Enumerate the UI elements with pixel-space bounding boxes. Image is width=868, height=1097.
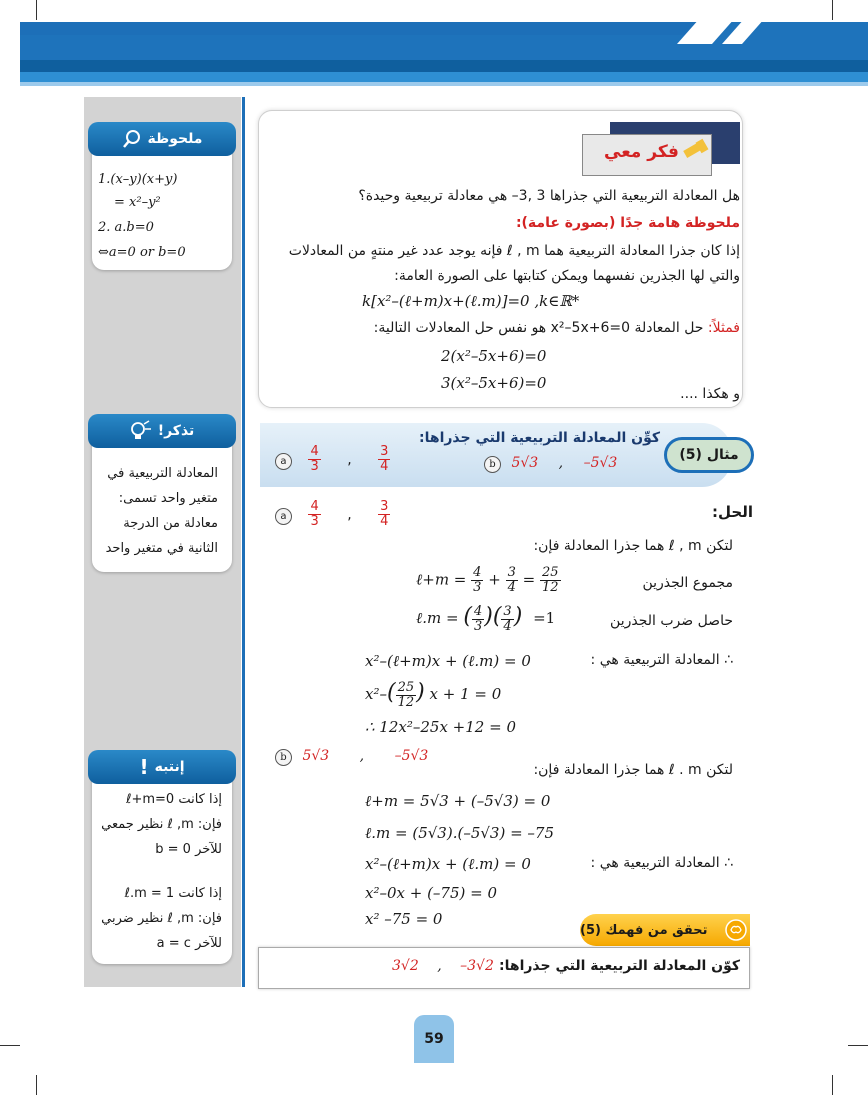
think-eq: 2(x²–5x+6)=0	[441, 347, 547, 365]
root-value: 5√3	[511, 455, 539, 471]
solution-heading: الحل:	[712, 503, 753, 521]
quad-label: ∴ المعادلة التربيعية هي :	[590, 652, 733, 668]
crop-mark	[832, 0, 833, 20]
b-quad-equation: x²–(ℓ+m)x + (ℓ.m) = 0	[365, 855, 531, 873]
final-equation: ∴ 12x²–25x +12 = 0	[365, 718, 516, 736]
note-line: 2. a.b=0	[98, 220, 154, 235]
note-box	[92, 132, 232, 270]
exclamation-icon: !	[139, 755, 149, 779]
attention-line: إذا كانت ℓ.m = 1	[124, 886, 222, 901]
remember-line: متغير واحد تسمى:	[118, 491, 218, 506]
example-a-roots: a $\frac{4}{3}$ , $\frac{3}{4}$	[275, 445, 390, 474]
sum-label: مجموع الجذرين	[642, 575, 733, 591]
remember-title: تذكر!	[157, 423, 195, 439]
magnifier-icon	[122, 129, 142, 149]
remember-header	[88, 414, 236, 448]
example-prompt: كوِّن المعادلة التربيعية التي جذراها:	[419, 430, 660, 446]
option-b-marker: b	[275, 749, 292, 766]
fraction: $\frac{3}{4}$	[380, 499, 389, 529]
note-header	[88, 122, 236, 156]
think-example-label: فمثلاً:	[707, 320, 740, 336]
check-roots: 3√2 , –3√2	[392, 958, 494, 974]
root-value: 3√2	[392, 958, 419, 974]
option-a-marker: a	[275, 508, 292, 525]
attention-box	[92, 755, 232, 964]
think-question: هل المعادلة التربيعية التي جذراها 3 ,3– هي معادلة تربيعية وحيدة؟	[358, 188, 740, 204]
page-header-banner	[0, 0, 868, 95]
b-product-equation: ℓ.m = (5√3).(–5√3) = –75	[365, 824, 555, 842]
root-value: –3√2	[460, 958, 494, 974]
example-b-roots: b 5√3 , –5√3	[484, 455, 617, 473]
attention-line: فإن: ℓ ,m نظير جمعي	[101, 817, 222, 832]
example-badge	[664, 437, 754, 473]
remember-line: الثانية في متغير واحد	[105, 541, 218, 556]
think-important-label: ملحوظة هامة جدًا (بصورة عامة):	[515, 215, 740, 231]
note-line: 1.(x–y)(x+y)	[98, 172, 178, 187]
quad-equation: x²–(ℓ+m)x + (ℓ.m) = 0	[365, 652, 531, 670]
think-eq: 3(x²–5x+6)=0	[441, 374, 547, 392]
think-general-form: k[x²–(ℓ+m)x+(ℓ.m)]=0 ,k∈ℝ*	[362, 292, 580, 310]
think-line: إذا كان جذرا المعادلة التربيعية هما ℓ , m فإنه يوجد عدد غير منتهٍ من المعادلات	[288, 243, 740, 259]
flashlight-icon	[680, 136, 710, 164]
crop-mark	[36, 0, 37, 20]
solution-a-roots: a $\frac{4}{3}$ , $\frac{3}{4}$	[275, 500, 390, 529]
fraction: $\frac{4}{3}$	[473, 603, 483, 634]
solution-b-let: لتكن ℓ . m هما جذرا المعادلة فإن:	[533, 762, 733, 778]
sum-equation: ℓ+m = $\frac{4}{3}$ + $\frac{3}{4}$ = $\frac{25}{12}$	[416, 565, 559, 595]
root-value: –5√3	[583, 455, 618, 471]
b-sum-equation: ℓ+m = 5√3 + (–5√3) = 0	[365, 792, 551, 810]
remember-line: المعادلة التربيعية في	[107, 466, 218, 481]
note-line: ⇔a=0 or b=0	[98, 245, 186, 260]
page-number: 59	[424, 1031, 444, 1047]
option-a-marker: a	[275, 453, 292, 470]
attention-line: للآخر a = c	[156, 936, 222, 951]
attention-line: فإن: ℓ ,m نظير ضربي	[101, 911, 222, 926]
think-banner	[582, 122, 740, 176]
substituted-equation: x²–( $\frac{25}{12}$ ) x + 1 = 0	[365, 679, 502, 710]
crop-mark	[832, 1075, 833, 1095]
page-number-tab	[414, 1015, 454, 1063]
check-title: تحقق من فهمك (5)	[580, 922, 708, 938]
check-prompt: كوّن المعادلة التربيعية التي جذراها:	[499, 958, 740, 974]
root-value: –5√3	[394, 748, 429, 764]
fraction: $\frac{4}{3}$	[310, 444, 319, 474]
note-title: ملحوظة	[147, 131, 203, 147]
option-b-marker: b	[484, 456, 501, 473]
fraction: $\frac{3}{4}$	[503, 603, 512, 634]
crop-mark	[36, 1075, 37, 1095]
fraction: $\frac{4}{3}$	[310, 499, 319, 529]
solution-b-roots: b 5√3 , –5√3	[275, 748, 428, 766]
think-etc: و هكذا ....	[680, 386, 740, 402]
example-label: مثال (5)	[679, 447, 739, 463]
think-line: والتي لها الجذرين نفسهما ويمكن كتابتها على الصورة العامة:	[394, 268, 740, 284]
crop-mark	[848, 1045, 868, 1046]
remember-box	[92, 424, 232, 572]
attention-header	[88, 750, 236, 784]
fraction: $\frac{25}{12}$	[541, 565, 559, 595]
lightbulb-icon	[130, 420, 152, 442]
think-example-text: حل المعادلة x²–5x+6=0 هو نفس حل المعادلات التالية:	[373, 320, 704, 336]
fraction: $\frac{25}{12}$	[397, 679, 415, 710]
b-final-equation: x² –75 = 0	[365, 910, 443, 928]
attention-line: للآخر b = 0	[155, 842, 222, 857]
solution-a-let: لتكن ℓ , m هما جذرا المعادلة فإن:	[533, 538, 733, 554]
attention-line: إذا كانت ℓ+m=0	[126, 792, 222, 807]
product-equation: ℓ.m = ( $\frac{4}{3}$ )( $\frac{3}{4}$ ) =1	[416, 603, 556, 634]
product-label: حاصل ضرب الجذرين	[610, 613, 733, 629]
root-value: 5√3	[302, 748, 330, 764]
b-sub-equation: x²–0x + (–75) = 0	[365, 884, 498, 902]
attention-title: إنتبه	[154, 759, 185, 775]
fraction: $\frac{3}{4}$	[507, 565, 516, 595]
fraction: $\frac{3}{4}$	[380, 444, 389, 474]
think-example	[374, 320, 740, 336]
think-title: فكر معي	[604, 142, 679, 162]
remember-line: معادلة من الدرجة	[123, 516, 218, 531]
fraction: $\frac{4}{3}$	[473, 565, 482, 595]
b-quad-label: ∴ المعادلة التربيعية هي :	[590, 855, 733, 871]
crop-mark	[0, 1045, 20, 1046]
sidebar-divider	[242, 97, 245, 987]
note-line: = x²–y²	[114, 195, 161, 210]
brain-icon	[724, 918, 748, 942]
